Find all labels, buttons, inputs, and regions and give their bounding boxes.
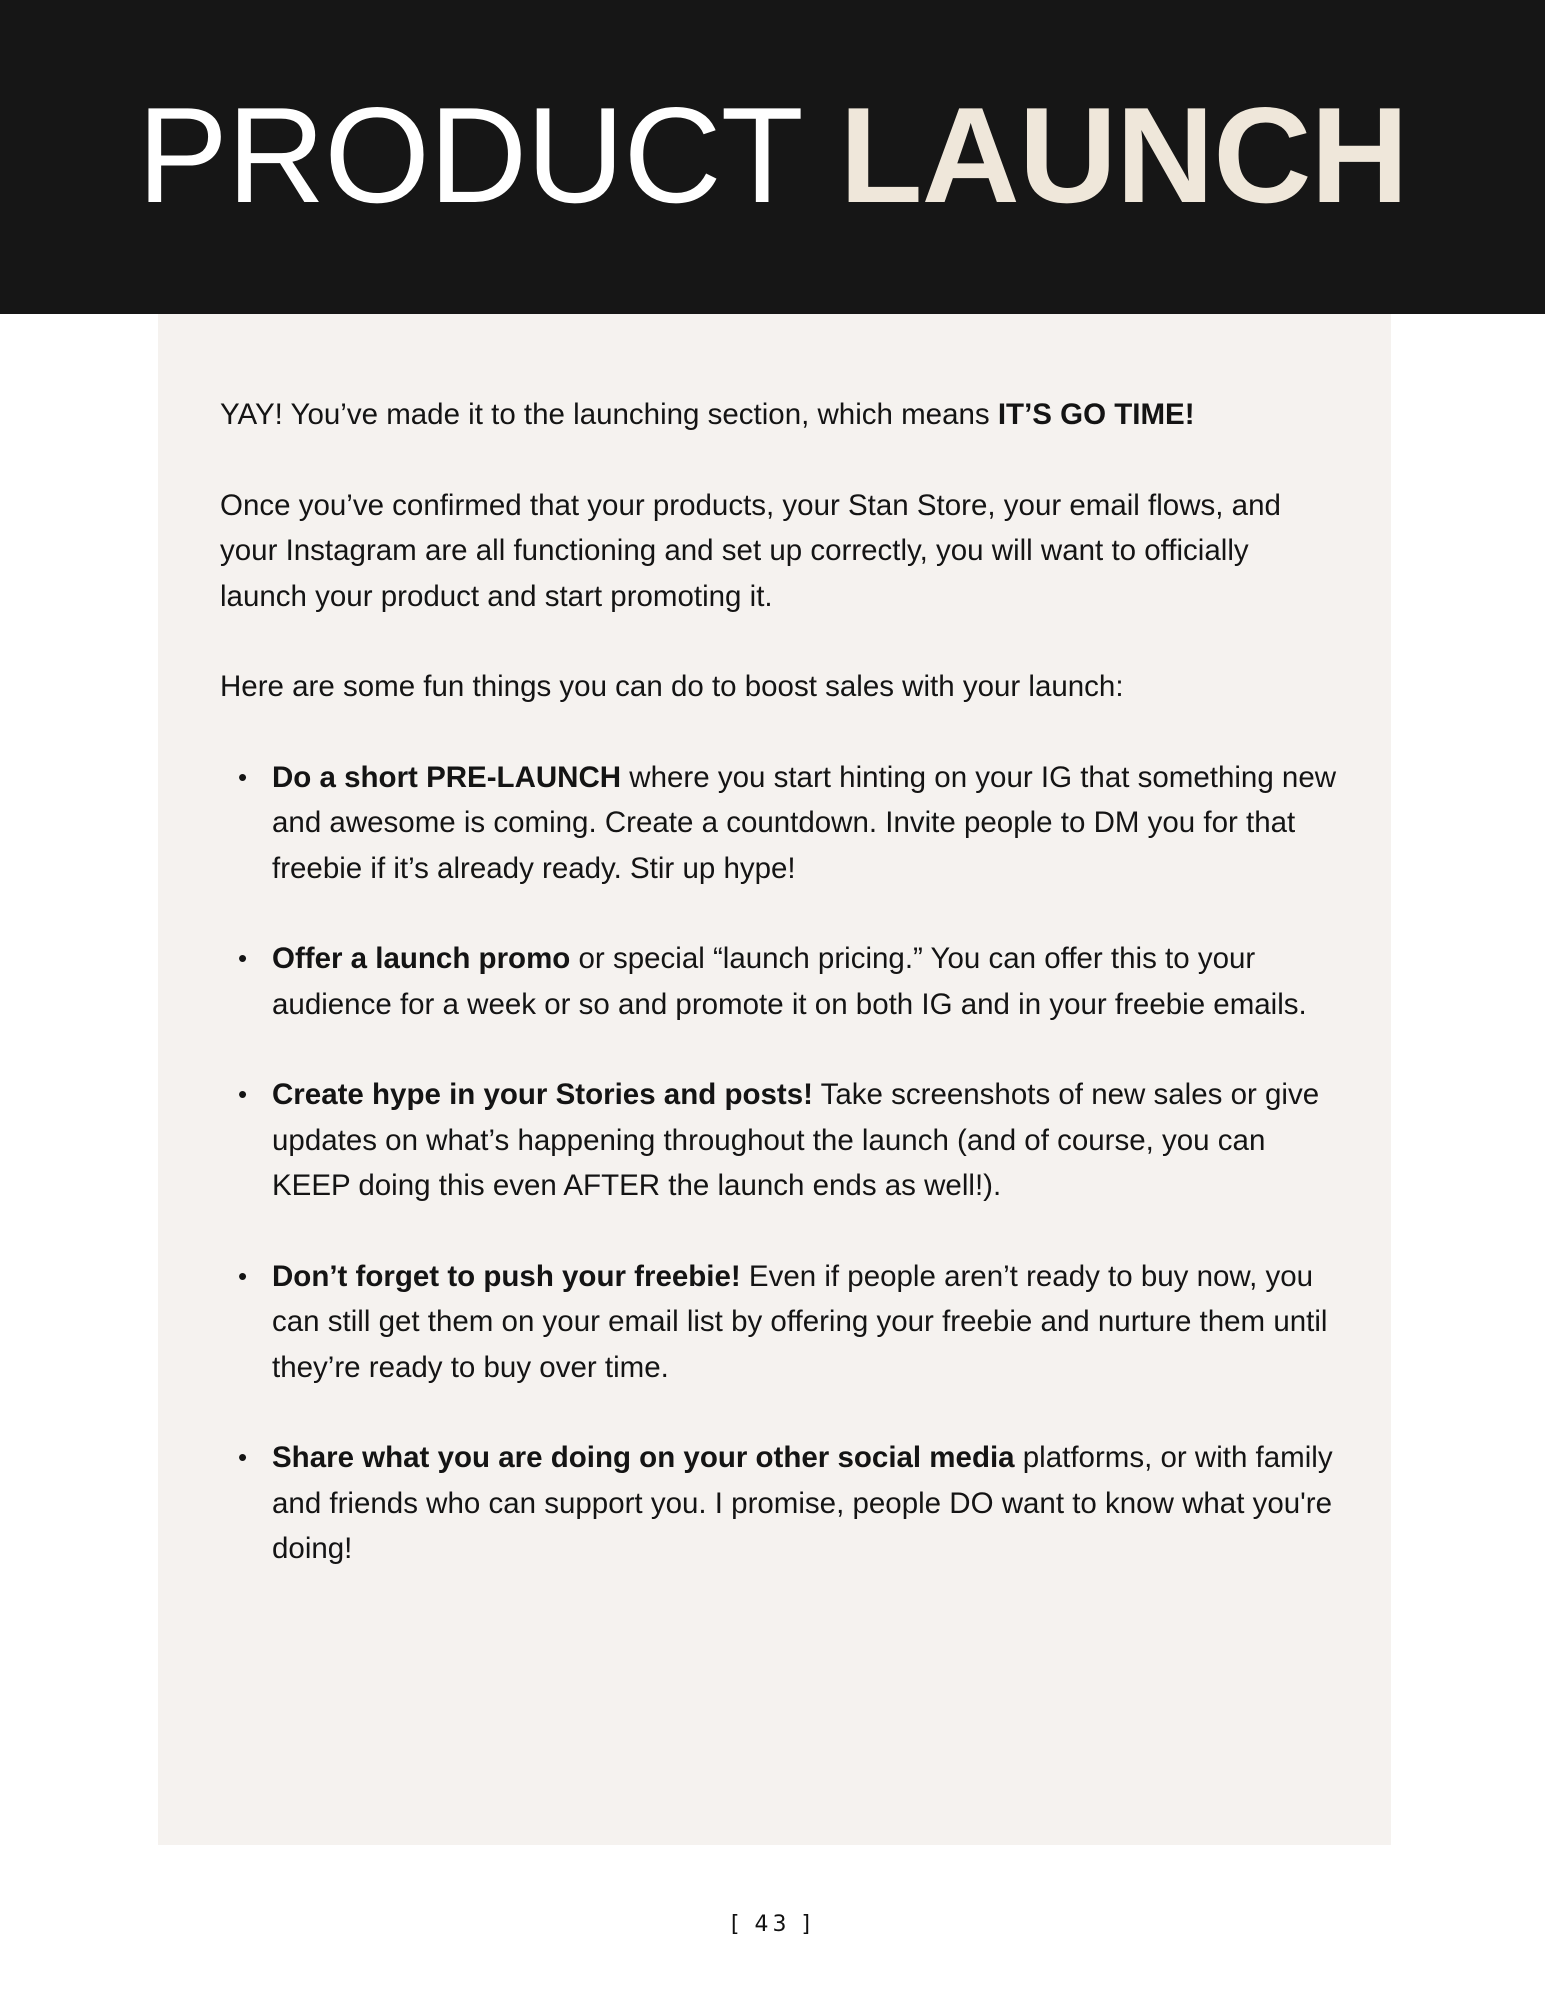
bullet-icon: • <box>238 1079 248 1109</box>
list-item <box>220 755 1340 892</box>
bullet-icon: • <box>238 1260 248 1291</box>
tip-text: platforms, or with family and friends who can support you. I promise, people DO want to know what you're doing! <box>272 1441 1333 1565</box>
tip-title: Create hype in your Stories and posts! <box>272 1078 813 1111</box>
list-item <box>220 1435 1340 1572</box>
page-number: [ 43 ] <box>730 1912 815 1937</box>
title-word-launch: LAUNCH <box>839 79 1408 231</box>
header-banner <box>0 0 1545 314</box>
page-title <box>0 80 1545 230</box>
tip-title: Don’t forget to push your freebie! <box>272 1259 741 1293</box>
bullet-icon: • <box>238 943 248 973</box>
bullet-icon: • <box>238 1442 248 1472</box>
list-item <box>220 1072 1340 1209</box>
intro-text: YAY! You’ve made it to the launching section, which means <box>220 398 998 431</box>
tip-text: Even if people aren’t ready to buy now, you can still get them on your email list by offering your freebie and nurture them until they’re ready to buy over time. <box>272 1259 1328 1384</box>
list-item <box>220 936 1340 1027</box>
tip-title: Offer a launch promo <box>272 942 571 975</box>
intro-paragraph <box>220 392 1340 438</box>
tip-text: where you start hinting on your IG that something new and awesome is coming. Create a countdown. Invite people to DM you for that freebie if it’s already ready. Stir up hype! <box>272 760 1337 885</box>
tip-title: Share what you are doing on your other social media <box>272 1441 1015 1474</box>
intro-emphasis: IT’S GO TIME! <box>997 398 1195 431</box>
tip-title: Do a short PRE-LAUNCH <box>272 760 622 794</box>
tip-text: or special “launch pricing.” You can offer this to your audience for a week or so and promote it on both IG and in your freebie emails. <box>272 942 1307 1021</box>
tips-list <box>220 755 1340 1572</box>
list-item <box>220 1254 1340 1391</box>
bullet-icon: • <box>238 761 248 792</box>
title-word-product: PRODUCT <box>137 79 803 231</box>
tip-text: Take screenshots of new sales or give updates on what’s happening throughout the launch (and of course, you can KEEP doing this even AFTER the launch ends as well!). <box>272 1078 1320 1202</box>
tips-intro-paragraph: Here are some fun things you can do to boost sales with your launch: <box>220 670 1124 703</box>
content-body <box>220 392 1340 1617</box>
setup-paragraph: Once you’ve confirmed that your products, your Stan Store, your email flows, and your Instagram are all functioning and set up correctly, you will want to officially launch your product and start promoting it. <box>220 488 1281 613</box>
